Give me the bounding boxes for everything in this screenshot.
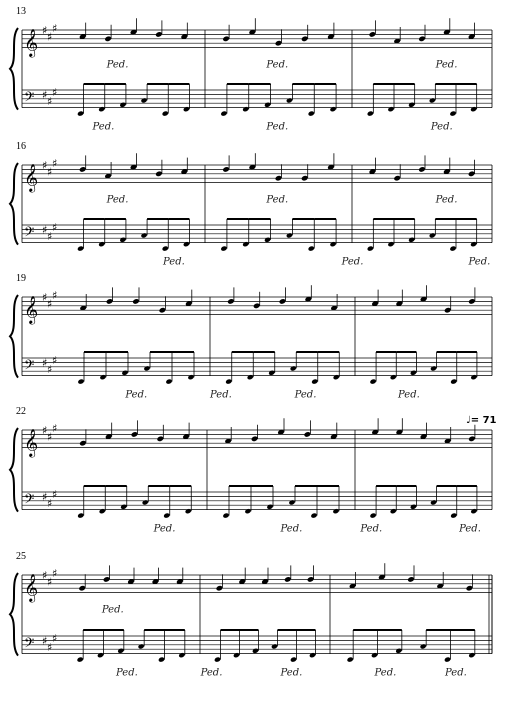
- note-head: [308, 111, 315, 117]
- note-head: [185, 508, 192, 514]
- pedal-mark: Ped.: [360, 523, 383, 535]
- sharp-icon: ♯: [42, 490, 48, 504]
- pedal-mark: Ped.: [101, 604, 124, 616]
- sharp-icon: ♯: [47, 497, 53, 510]
- note-head: [347, 657, 354, 663]
- pedal-mark: Ped.: [266, 194, 289, 206]
- note-head: [142, 499, 149, 505]
- bass-staff: [22, 488, 492, 510]
- sharp-icon: ♯: [42, 291, 48, 304]
- sharp-icon: ♯: [47, 641, 53, 654]
- note-head: [367, 111, 374, 117]
- note-head: [387, 241, 394, 247]
- treble-clef-icon: 𝄞: [24, 573, 39, 602]
- pedal-mark: Ped.: [153, 523, 176, 535]
- bass-staff: [22, 354, 492, 376]
- bass-staff: [22, 86, 492, 108]
- note-head: [165, 379, 172, 385]
- pedal-mark: Ped.: [92, 121, 115, 133]
- pedal-mark: Ped.: [435, 59, 458, 71]
- sharp-icon: ♯: [47, 297, 53, 311]
- brace: [10, 428, 18, 512]
- note-head: [444, 657, 451, 663]
- note-head: [77, 657, 84, 663]
- note-head: [141, 97, 148, 103]
- pedal-mark: Ped.: [280, 667, 303, 679]
- pedal-mark: Ped.: [445, 667, 467, 679]
- note-head: [408, 102, 415, 108]
- note-head: [410, 504, 417, 510]
- sharp-icon: ♯: [52, 632, 58, 646]
- note-head: [77, 111, 84, 117]
- note-head: [222, 513, 229, 519]
- note-head: [470, 106, 477, 112]
- sharp-icon: ♯: [47, 575, 53, 589]
- note-head: [333, 374, 340, 380]
- pedal-mark: Ped.: [210, 389, 232, 401]
- system: [10, 273, 492, 401]
- note-head: [430, 499, 437, 505]
- note-head: [309, 652, 316, 658]
- note-head: [290, 657, 297, 663]
- sharp-icon: ♯: [52, 21, 58, 35]
- note-head: [271, 643, 278, 649]
- sharp-icon: ♯: [47, 230, 53, 243]
- note-head: [220, 111, 227, 117]
- note-head: [162, 111, 169, 117]
- brace: [10, 573, 18, 656]
- note-head: [430, 365, 437, 371]
- note-head: [158, 657, 165, 663]
- sharp-icon: ♯: [42, 569, 48, 582]
- sharp-icon: ♯: [47, 430, 53, 444]
- note-head: [390, 374, 397, 380]
- measure-number: 19: [16, 273, 26, 284]
- sharp-icon: ♯: [47, 95, 53, 108]
- pedal-mark: Ped.: [430, 121, 453, 133]
- sharp-icon: ♯: [47, 30, 53, 44]
- note-head: [220, 246, 227, 252]
- treble-clef-icon: 𝄞: [24, 295, 39, 324]
- note-head: [162, 246, 169, 252]
- note-head: [449, 111, 456, 117]
- note-head: [470, 508, 477, 514]
- note-head: [143, 365, 150, 371]
- note-head: [141, 232, 148, 238]
- brace: [10, 295, 18, 378]
- note-head: [429, 232, 436, 238]
- note-head: [311, 379, 318, 385]
- note-head: [288, 499, 295, 505]
- sharp-icon: ♯: [42, 634, 48, 648]
- note-head: [286, 97, 293, 103]
- measure-number: 25: [16, 551, 26, 562]
- bass-staff: [22, 221, 492, 243]
- note-head: [308, 246, 315, 252]
- tempo-marking: ♩= 71: [466, 415, 497, 426]
- measure-number: 13: [16, 6, 26, 17]
- treble-clef-icon: 𝄞: [24, 428, 39, 457]
- pedal-mark: Ped.: [106, 59, 129, 71]
- note-head: [370, 513, 377, 519]
- sharp-icon: ♯: [42, 356, 48, 370]
- pedal-mark: Ped.: [125, 389, 148, 401]
- pedal-mark: Ped.: [106, 194, 129, 206]
- note-head: [395, 648, 402, 654]
- note-head: [77, 246, 84, 252]
- note-head: [242, 106, 249, 112]
- pedal-mark: Ped.: [266, 59, 289, 71]
- note-head: [332, 508, 339, 514]
- note-head: [420, 643, 427, 649]
- brace: [10, 163, 18, 245]
- note-head: [187, 374, 194, 380]
- note-head: [266, 504, 273, 510]
- sharp-icon: ♯: [42, 223, 48, 237]
- note-head: [163, 513, 170, 519]
- pedal-mark: Ped.: [200, 667, 223, 679]
- sharp-icon: ♯: [47, 165, 53, 179]
- note-head: [77, 513, 84, 519]
- note-head: [470, 374, 477, 380]
- note-head: [468, 652, 475, 658]
- measure-number: 16: [16, 141, 26, 152]
- system: [10, 551, 492, 679]
- sharp-icon: ♯: [52, 221, 58, 235]
- note-head: [264, 102, 271, 108]
- note-head: [450, 513, 457, 519]
- pedal-mark: Ped.: [398, 389, 420, 401]
- note-head: [370, 379, 377, 385]
- bass-clef-icon: 𝄢: [24, 491, 35, 511]
- note-head: [450, 379, 457, 385]
- note-head: [371, 652, 378, 658]
- note-head: [387, 106, 394, 112]
- note-head: [330, 241, 337, 247]
- pedal-mark: Ped.: [116, 667, 138, 679]
- pedal-mark: Ped.: [374, 667, 397, 679]
- note-head: [252, 648, 259, 654]
- pedal-mark: Ped.: [163, 256, 185, 268]
- note-head: [233, 652, 240, 658]
- bass-clef-icon: 𝄢: [24, 224, 35, 244]
- pedal-mark: Ped.: [294, 389, 317, 401]
- note-head: [429, 97, 436, 103]
- sharp-icon: ♯: [42, 159, 48, 172]
- note-head: [138, 643, 145, 649]
- sharp-icon: ♯: [52, 86, 58, 100]
- note-head: [244, 508, 251, 514]
- treble-staff: [22, 157, 492, 193]
- note-head: [98, 241, 105, 247]
- note-head: [367, 246, 374, 252]
- sharp-icon: ♯: [52, 288, 58, 302]
- sharp-icon: ♯: [42, 24, 48, 37]
- note-head: [119, 102, 126, 108]
- note-head: [214, 657, 221, 663]
- note-head: [242, 241, 249, 247]
- note-head: [310, 513, 317, 519]
- note-head: [120, 504, 127, 510]
- sharp-icon: ♯: [52, 566, 58, 580]
- note-head: [183, 106, 190, 112]
- brace: [10, 28, 18, 110]
- pedal-mark: Ped.: [435, 194, 458, 206]
- note-head: [449, 246, 456, 252]
- note-head: [408, 237, 415, 243]
- note-head: [119, 237, 126, 243]
- pedal-mark: Ped.: [459, 523, 481, 535]
- sharp-icon: ♯: [52, 421, 58, 435]
- pedal-mark: Ped.: [266, 121, 289, 133]
- system: [10, 406, 492, 535]
- note-head: [99, 508, 106, 514]
- sharp-icon: ♯: [47, 363, 53, 376]
- note-head: [247, 374, 254, 380]
- sharp-icon: ♯: [42, 424, 48, 437]
- note-head: [268, 370, 275, 376]
- note-head: [77, 379, 84, 385]
- note-head: [264, 237, 271, 243]
- note-head: [410, 370, 417, 376]
- pedal-mark: Ped.: [341, 256, 364, 268]
- pedal-mark: Ped.: [468, 256, 491, 268]
- bass-clef-icon: 𝄢: [24, 635, 35, 655]
- system: [10, 6, 492, 133]
- treble-clef-icon: 𝄞: [24, 28, 39, 57]
- note-head: [330, 106, 337, 112]
- note-head: [290, 365, 297, 371]
- sharp-icon: ♯: [52, 156, 58, 170]
- sharp-icon: ♯: [52, 354, 58, 368]
- note-head: [286, 232, 293, 238]
- note-head: [390, 508, 397, 514]
- note-head: [121, 370, 128, 376]
- note-head: [470, 241, 477, 247]
- note-head: [225, 379, 232, 385]
- sharp-icon: ♯: [42, 88, 48, 102]
- pedal-mark: Ped.: [280, 523, 303, 535]
- treble-staff: [22, 567, 492, 603]
- bass-clef-icon: 𝄢: [24, 89, 35, 109]
- note-head: [98, 106, 105, 112]
- sharp-icon: ♯: [52, 488, 58, 502]
- treble-clef-icon: 𝄞: [24, 163, 39, 192]
- note-head: [117, 648, 124, 654]
- note-head: [178, 652, 185, 658]
- bass-clef-icon: 𝄢: [24, 357, 35, 377]
- note-head: [97, 652, 104, 658]
- system: [10, 141, 492, 268]
- note-head: [183, 241, 190, 247]
- note-head: [99, 374, 106, 380]
- measure-number: 22: [16, 406, 26, 417]
